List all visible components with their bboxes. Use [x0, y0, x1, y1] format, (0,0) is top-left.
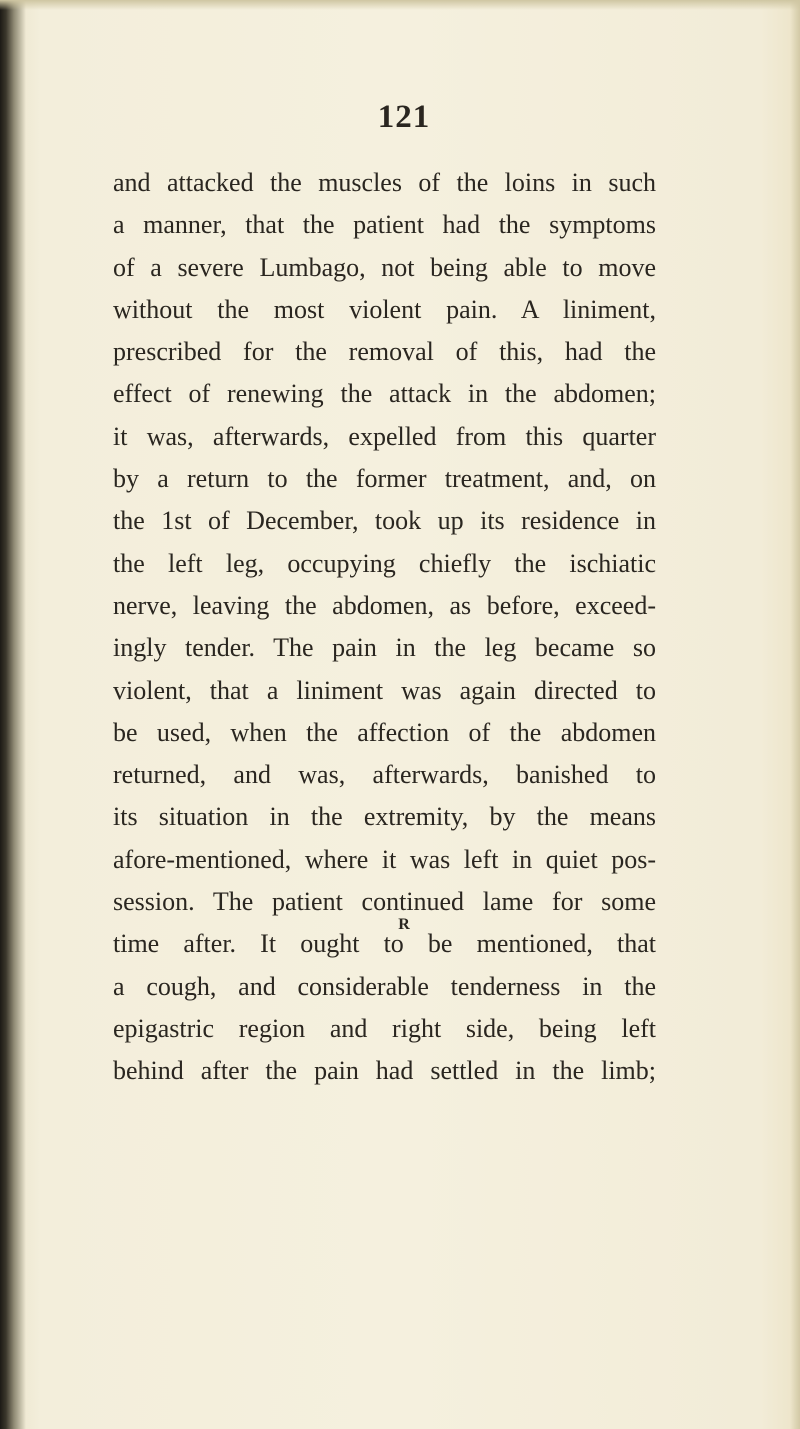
text-line: its situation in the extremity, by the means	[113, 802, 656, 832]
text-line: it was, afterwards, expelled from this quarter	[113, 421, 656, 451]
text-line: a manner, that the patient had the symptoms	[113, 210, 656, 240]
body-text	[113, 162, 656, 1093]
text-line: session. The patient continued lame for some	[113, 887, 656, 917]
text-line: ingly tender. The pain in the leg became so	[113, 633, 656, 663]
binding-shadow	[0, 0, 26, 1429]
text-line: the left leg, occupying chiefly the ischiatic	[113, 548, 656, 578]
text-line: the 1st of December, took up its residence in	[113, 506, 656, 536]
text-line: be used, when the affection of the abdomen	[113, 717, 656, 747]
top-edge-shadow	[0, 0, 800, 10]
signature-mark: R	[398, 916, 410, 933]
text-line: epigastric region and right side, being left	[113, 1013, 656, 1043]
text-line: time after. It ought to be mentioned, that	[113, 929, 656, 959]
text-line: violent, that a liniment was again directed to	[113, 675, 656, 705]
text-line: and attacked the muscles of the loins in such	[113, 168, 656, 197]
text-line: prescribed for the removal of this, had the	[113, 337, 656, 367]
text-line: behind after the pain had settled in the limb;	[113, 1056, 656, 1086]
text-line: afore-mentioned, where it was left in quiet pos-	[113, 844, 656, 874]
page-number: 121	[377, 99, 431, 135]
text-line: by a return to the former treatment, and, on	[113, 464, 656, 494]
text-line: effect of renewing the attack in the abdomen;	[113, 379, 656, 409]
text-line: of a severe Lumbago, not being able to move	[113, 252, 656, 282]
text-line: returned, and was, afterwards, banished to	[113, 760, 656, 790]
right-edge-shadow	[790, 0, 800, 1429]
text-line: a cough, and considerable tenderness in the	[113, 971, 656, 1001]
text-line: nerve, leaving the abdomen, as before, exceed-	[113, 590, 656, 620]
text-line: without the most violent pain. A liniment,	[113, 294, 656, 324]
